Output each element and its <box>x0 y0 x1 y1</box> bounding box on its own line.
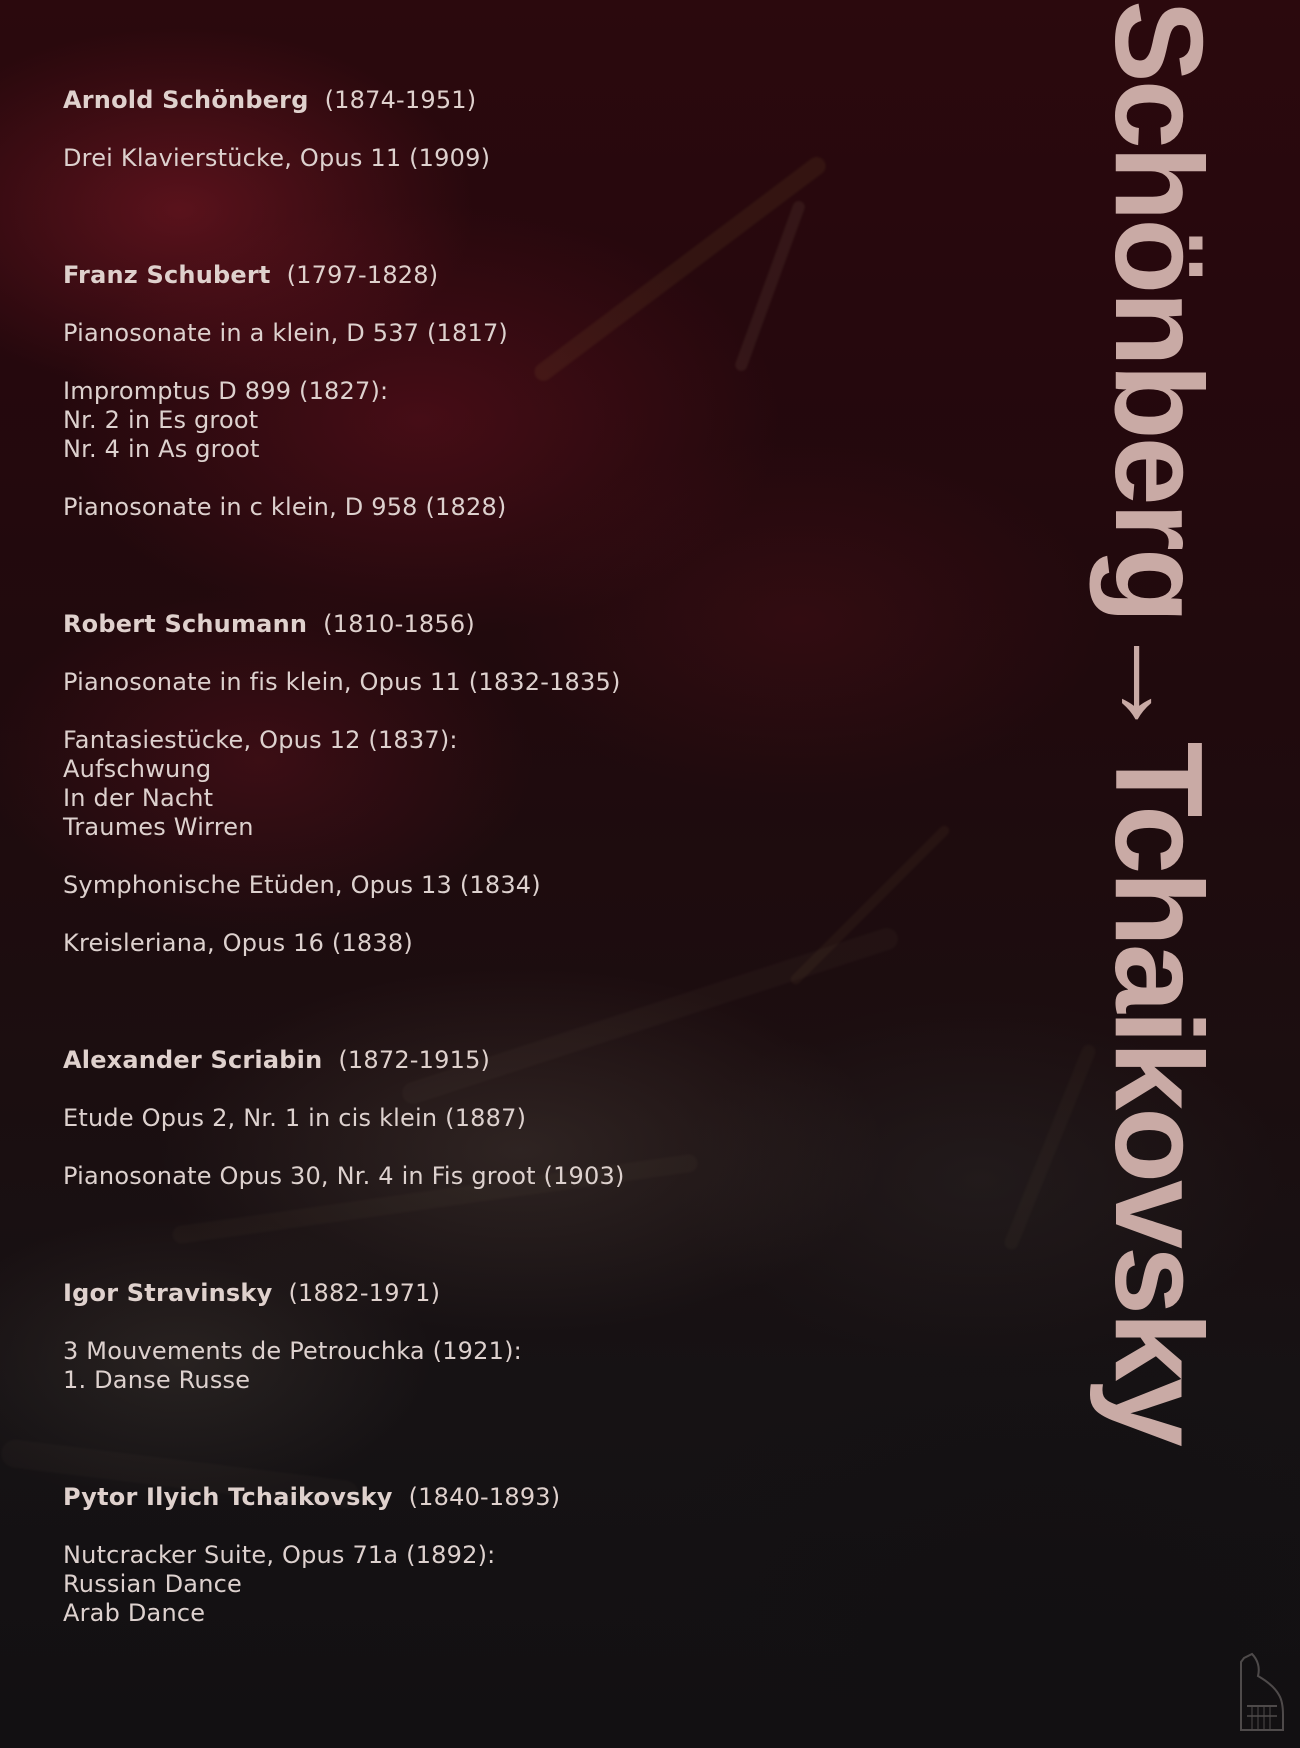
work-item: Pianosonate Opus 30, Nr. 4 in Fis groot (1903) <box>63 1162 625 1190</box>
composer-heading <box>63 1045 963 1075</box>
composer-name: Pytor Ilyich Tchaikovsky <box>63 1483 393 1511</box>
work-item: Russian Dance <box>63 1570 242 1598</box>
piano-icon <box>1234 1650 1290 1734</box>
composer-name: Franz Schubert <box>63 261 271 289</box>
composer-name: Robert Schumann <box>63 610 308 638</box>
work-item: Fantasiestücke, Opus 12 (1837): <box>63 726 458 754</box>
side-title <box>1089 0 1276 1500</box>
composer-dates: (1874-1951) <box>324 86 477 114</box>
work-item: 3 Mouvements de Petrouchka (1921): <box>63 1337 522 1365</box>
work-item: 1. Danse Russe <box>63 1366 251 1394</box>
composer-dates: (1882-1971) <box>288 1279 441 1307</box>
work-item: Traumes Wirren <box>63 813 254 841</box>
composer-dates: (1872-1915) <box>338 1046 491 1074</box>
work-item: Pianosonate in a klein, D 537 (1817) <box>63 319 508 347</box>
composer-section-schoenberg <box>63 85 963 173</box>
work-item: Aufschwung <box>63 755 212 783</box>
composer-section-scriabin <box>63 1045 963 1191</box>
side-title-text: Schönberg→Tchaikovsky <box>1089 0 1227 1444</box>
program-list <box>63 85 963 1628</box>
work-item: Nutcracker Suite, Opus 71a (1892): <box>63 1541 496 1569</box>
composer-heading <box>63 1278 963 1308</box>
work-item: Drei Klavierstücke, Opus 11 (1909) <box>63 144 491 172</box>
composer-name: Igor Stravinsky <box>63 1279 273 1307</box>
composer-heading <box>63 609 963 639</box>
work-item: Nr. 4 in As groot <box>63 435 260 463</box>
composer-section-schubert <box>63 260 963 522</box>
composer-section-stravinsky <box>63 1278 963 1395</box>
composer-name: Arnold Schönberg <box>63 86 309 114</box>
work-item: Symphonische Etüden, Opus 13 (1834) <box>63 871 541 899</box>
work-item: Pianosonate in c klein, D 958 (1828) <box>63 493 507 521</box>
work-item: Etude Opus 2, Nr. 1 in cis klein (1887) <box>63 1104 527 1132</box>
work-item: Kreisleriana, Opus 16 (1838) <box>63 929 413 957</box>
work-item: Impromptus D 899 (1827): <box>63 377 389 405</box>
composer-dates: (1797-1828) <box>286 261 439 289</box>
work-item: Pianosonate in fis klein, Opus 11 (1832-1835) <box>63 668 621 696</box>
composer-dates: (1810-1856) <box>323 610 475 638</box>
composer-heading <box>63 85 963 115</box>
composer-name: Alexander Scriabin <box>63 1046 323 1074</box>
composer-heading <box>63 260 963 290</box>
composer-heading <box>63 1482 963 1512</box>
work-item: Nr. 2 in Es groot <box>63 406 259 434</box>
background-texture <box>1002 1042 1097 1251</box>
composer-section-schumann <box>63 609 963 958</box>
work-item: Arab Dance <box>63 1599 206 1627</box>
composer-dates: (1840-1893) <box>408 1483 561 1511</box>
composer-section-tchaikovsky <box>63 1482 963 1628</box>
work-item: In der Nacht <box>63 784 214 812</box>
